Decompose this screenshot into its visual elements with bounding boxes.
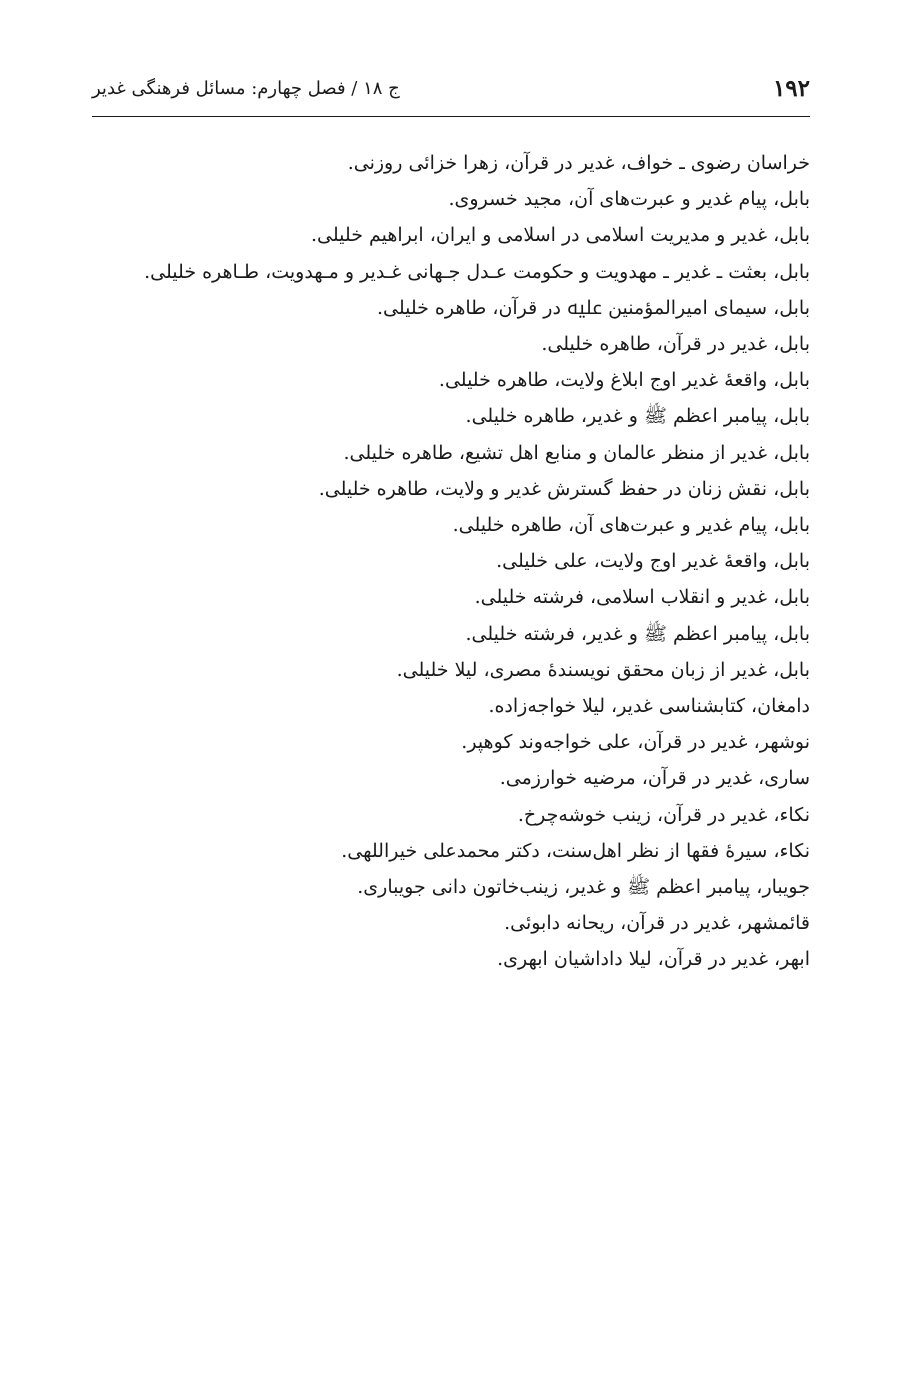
- list-item: بابل، سیمای امیرالمؤمنین ﷷ در قرآن، طاهره خلیلی.: [376, 296, 810, 319]
- bibliography-list: [92, 145, 810, 978]
- list-item: خراسان رضوی ـ خواف، غدیر در قرآن، زهرا خزائی روزنی.: [347, 152, 810, 174]
- list-item: ابهر، غدیر در قرآن، لیلا داداشیان ابهری.: [497, 948, 810, 971]
- list-item: بابل، بعثت ـ غدیر ـ مهدویت و حکومت عـدل جـهانی غـدیر و مـهدویت، طـاهره خلیلی.: [144, 260, 810, 283]
- list-item: بابل، واقعهٔ غدیر اوج ابلاغ ولایت، طاهره خلیلی.: [438, 369, 810, 392]
- list-item: بابل، پیامبر اعظم ﷺ و غدیر، طاهره خلیلی.: [465, 405, 810, 428]
- running-title: ج ۱۸ / فصل چهارم: مسائل فرهنگی غدیر: [92, 78, 400, 99]
- list-item: بابل، پیامبر اعظم ﷺ و غدیر، فرشته خلیلی.: [465, 622, 810, 645]
- list-item: بابل، غدیر و انقلاب اسلامی، فرشته خلیلی.: [474, 586, 810, 609]
- list-item: قائمشهر، غدیر در قرآن، ریحانه دابوئی.: [504, 912, 810, 935]
- list-item: جویبار، پیامبر اعظم ﷺ و غدیر، زینب‌خاتون دانی جویباری.: [357, 876, 810, 899]
- list-item: بابل، واقعهٔ غدیر اوج ولایت، علی خلیلی.: [496, 550, 810, 573]
- list-item: بابل، نقش زنان در حفظ گسترش غدیر و ولایت، طاهره خلیلی.: [318, 477, 810, 500]
- list-item: بابل، پیام غدیر و عبرت‌های آن، طاهره خلیلی.: [452, 514, 810, 537]
- list-item: بابل، غدیر و مدیریت اسلامی در اسلامی و ایران، ابراهیم خلیلی.: [311, 224, 810, 247]
- page-header: [92, 72, 810, 117]
- list-item: دامغان، کتابشناسی غدیر، لیلا خواجه‌زاده.: [488, 695, 810, 718]
- list-item: نکاء، غدیر در قرآن، زینب خوشه‌چرخ.: [517, 803, 810, 826]
- page-number: ۱۹۲: [772, 75, 810, 102]
- list-item: نوشهر، غدیر در قرآن، علی خواجه‌وند کوهپر.: [461, 731, 810, 754]
- list-item: بابل، غدیر در قرآن، طاهره خلیلی.: [541, 333, 810, 356]
- list-item: نکاء، سیرهٔ فقها از نظر اهل‌سنت، دکتر محمدعلی خیراللهی.: [341, 839, 810, 862]
- list-item: بابل، پیام غدیر و عبرت‌های آن، مجید خسروی.: [448, 188, 810, 211]
- list-item: بابل، غدیر از زبان محقق نویسندهٔ مصری، لیلا خلیلی.: [396, 658, 810, 681]
- list-item: ساری، غدیر در قرآن، مرضیه خوارزمی.: [499, 767, 810, 790]
- list-item: بابل، غدیر از منظر عالمان و منابع اهل تشیع، طاهره خلیلی.: [343, 441, 810, 464]
